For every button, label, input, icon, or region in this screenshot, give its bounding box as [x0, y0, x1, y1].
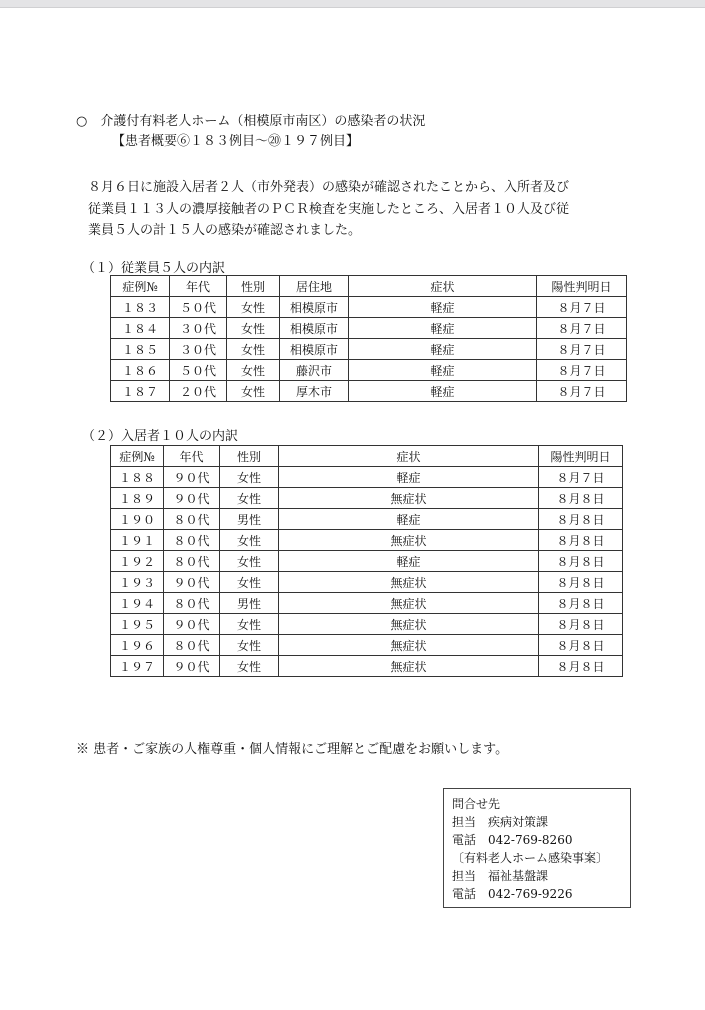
table-cell: 軽症 — [349, 318, 537, 339]
contact-phone1: 電話 042-769-8260 — [452, 833, 573, 847]
table-cell: ９０代 — [164, 614, 220, 635]
table-cell: 女性 — [220, 572, 279, 593]
table-cell: ３０代 — [170, 318, 227, 339]
table-cell: ８０代 — [164, 551, 220, 572]
section1-title: （１）従業員５人の内訳 — [82, 261, 226, 276]
table-cell: ８月８日 — [539, 530, 623, 551]
table-row — [111, 360, 627, 381]
table-cell: 無症状 — [279, 530, 539, 551]
table-cell: １９１ — [111, 530, 164, 551]
column-header: 症状 — [349, 276, 537, 297]
table-cell: ８月８日 — [539, 551, 623, 572]
table-row — [111, 509, 623, 530]
table-cell: ２０代 — [170, 381, 227, 402]
column-header: 陽性判明日 — [537, 276, 627, 297]
table-row — [111, 551, 623, 572]
table-cell: ８月７日 — [537, 297, 627, 318]
table-cell: ９０代 — [164, 656, 220, 677]
table-cell: ９０代 — [164, 572, 220, 593]
table-cell: ５０代 — [170, 360, 227, 381]
contact-box — [443, 788, 631, 908]
table-cell: 女性 — [227, 318, 280, 339]
table-cell: ８月８日 — [539, 614, 623, 635]
table-cell: １８８ — [111, 467, 164, 488]
table-row — [111, 593, 623, 614]
summary-paragraph — [88, 177, 648, 242]
table-cell: ８月７日 — [537, 381, 627, 402]
table-cell: １９７ — [111, 656, 164, 677]
contact-title: 問合せ先 — [452, 797, 501, 811]
column-header: 症例№ — [111, 276, 170, 297]
table-cell: １９５ — [111, 614, 164, 635]
column-header: 症例№ — [111, 446, 164, 467]
table-cell: 軽症 — [349, 297, 537, 318]
table-cell: 厚木市 — [280, 381, 349, 402]
table-cell: １８９ — [111, 488, 164, 509]
table-cell: 無症状 — [279, 614, 539, 635]
contact-phone2: 電話 042-769-9226 — [452, 887, 573, 901]
table-cell: 女性 — [220, 467, 279, 488]
table-row — [111, 614, 623, 635]
table-cell: ８月８日 — [539, 593, 623, 614]
table-header-row — [111, 446, 623, 467]
column-header: 年代 — [170, 276, 227, 297]
table-cell: ８０代 — [164, 593, 220, 614]
table-cell: 相模原市 — [280, 339, 349, 360]
table-cell: 女性 — [220, 656, 279, 677]
table-cell: 女性 — [227, 360, 280, 381]
table-row — [111, 467, 623, 488]
table-cell: 女性 — [227, 297, 280, 318]
table-cell: ８月７日 — [537, 339, 627, 360]
table-cell: １８６ — [111, 360, 170, 381]
residents-table — [110, 445, 623, 677]
table-cell: 軽症 — [349, 360, 537, 381]
paragraph-line: 従業員１１３人の濃厚接触者のＰＣＲ検査を実施したところ、入居者１０人及び従 — [88, 201, 570, 217]
table-cell: 男性 — [220, 509, 279, 530]
table-cell: １８５ — [111, 339, 170, 360]
paragraph-line: 業員５人の計１５人の感染が確認されました。 — [88, 223, 362, 238]
contact-dept1: 担当 疾病対策課 — [452, 815, 549, 829]
table-row — [111, 656, 623, 677]
table-cell: ８月８日 — [539, 509, 623, 530]
contact-case: 〔有料老人ホーム感染事案〕 — [452, 851, 609, 865]
table-cell: ８月７日 — [537, 360, 627, 381]
table-cell: 軽症 — [279, 509, 539, 530]
table-cell: ８月７日 — [539, 467, 623, 488]
table-cell: 相模原市 — [280, 318, 349, 339]
table-cell: ３０代 — [170, 339, 227, 360]
table-cell: 軽症 — [349, 339, 537, 360]
document-subheading: 【患者概要⑥１８３例目～⑳１９７例目】 — [112, 134, 360, 149]
table-cell: ８月８日 — [539, 635, 623, 656]
table-row — [111, 381, 627, 402]
column-header: 性別 — [220, 446, 279, 467]
table-cell: 無症状 — [279, 593, 539, 614]
paragraph-line: ８月６日に施設入居者２人（市外発表）の感染が確認されたことから、入所者及び — [88, 180, 570, 195]
table-cell: 藤沢市 — [280, 360, 349, 381]
table-cell: １９４ — [111, 593, 164, 614]
table-cell: ８０代 — [164, 635, 220, 656]
table-cell: 女性 — [227, 339, 280, 360]
table-cell: ８月８日 — [539, 572, 623, 593]
table-cell: 軽症 — [349, 381, 537, 402]
table-row — [111, 318, 627, 339]
table-cell: 女性 — [220, 551, 279, 572]
table-cell: 無症状 — [279, 635, 539, 656]
privacy-note: ※ 患者・ご家族の人権尊重・個人情報にご理解とご配慮をお願いします。 — [76, 742, 509, 757]
table-cell: ８０代 — [164, 530, 220, 551]
table-cell: ８０代 — [164, 509, 220, 530]
column-header: 陽性判明日 — [539, 446, 623, 467]
table-row — [111, 572, 623, 593]
section2-title: （２）入居者１０人の内訳 — [82, 429, 239, 444]
table-cell: １８３ — [111, 297, 170, 318]
table-row — [111, 339, 627, 360]
table-cell: ９０代 — [164, 488, 220, 509]
column-header: 居住地 — [280, 276, 349, 297]
table-cell: １９３ — [111, 572, 164, 593]
table-cell: 軽症 — [279, 551, 539, 572]
table-cell: ９０代 — [164, 467, 220, 488]
table-cell: 無症状 — [279, 488, 539, 509]
table-cell: 無症状 — [279, 656, 539, 677]
column-header: 症状 — [279, 446, 539, 467]
table-cell: ８月８日 — [539, 488, 623, 509]
table-header-row — [111, 276, 627, 297]
contact-dept2: 担当 福祉基盤課 — [452, 869, 549, 883]
table-cell: 女性 — [220, 488, 279, 509]
table-cell: 軽症 — [279, 467, 539, 488]
table-cell: 女性 — [227, 381, 280, 402]
table-cell: 女性 — [220, 635, 279, 656]
table-cell: 女性 — [220, 614, 279, 635]
table-cell: １９２ — [111, 551, 164, 572]
table-cell: ８月７日 — [537, 318, 627, 339]
table-cell: １８７ — [111, 381, 170, 402]
employees-table — [110, 275, 627, 402]
table-cell: １９６ — [111, 635, 164, 656]
table-cell: １８４ — [111, 318, 170, 339]
table-cell: ５０代 — [170, 297, 227, 318]
viewer-top-bar — [0, 0, 705, 8]
table-cell: １９０ — [111, 509, 164, 530]
table-row — [111, 635, 623, 656]
table-cell: 女性 — [220, 530, 279, 551]
column-header: 性別 — [227, 276, 280, 297]
table-cell: 無症状 — [279, 572, 539, 593]
table-cell: 相模原市 — [280, 297, 349, 318]
table-cell: ８月８日 — [539, 656, 623, 677]
document-heading: ○ 介護付有料老人ホーム（相模原市南区）の感染者の状況 — [76, 114, 426, 129]
table-cell: 男性 — [220, 593, 279, 614]
table-row — [111, 297, 627, 318]
column-header: 年代 — [164, 446, 220, 467]
table-row — [111, 488, 623, 509]
table-row — [111, 530, 623, 551]
